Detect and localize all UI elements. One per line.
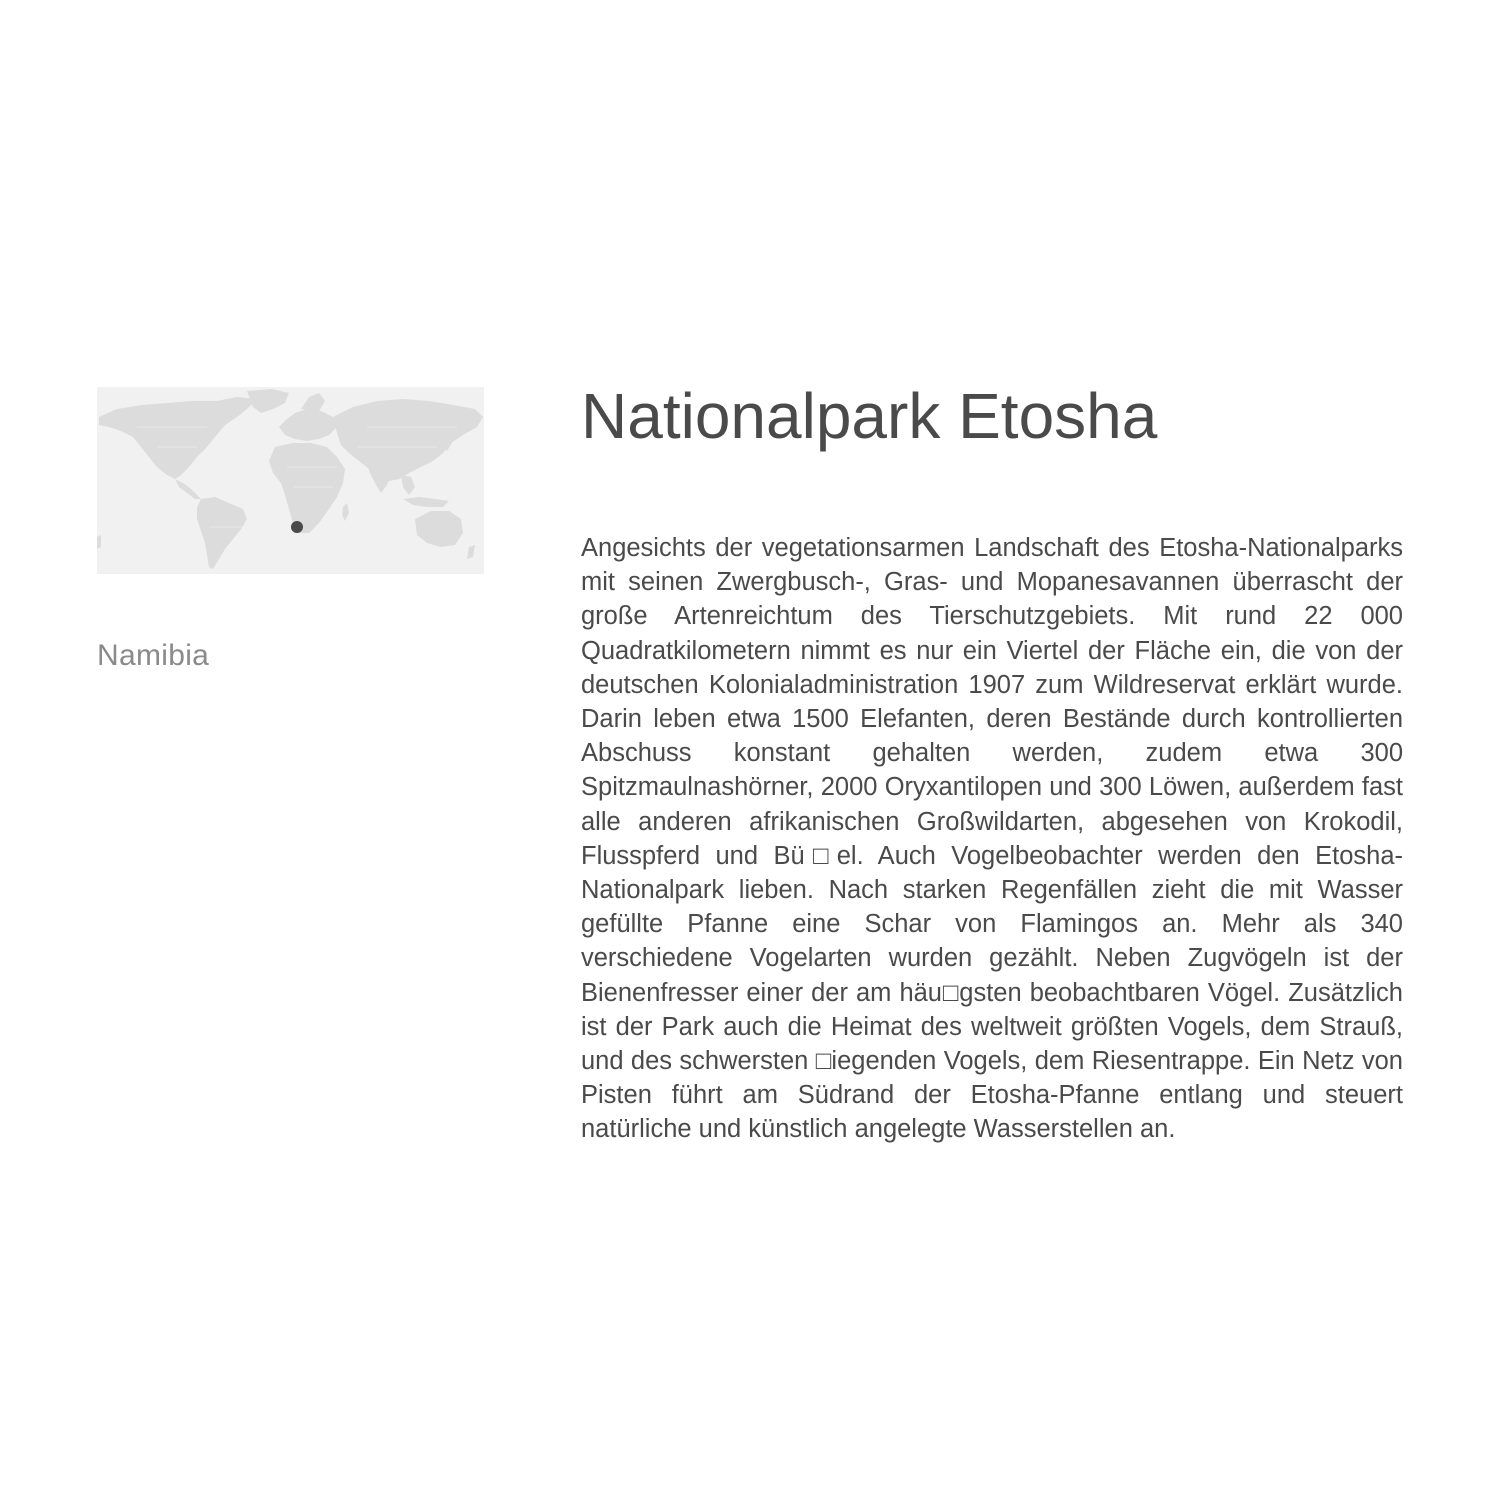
location-dot-icon — [291, 521, 303, 533]
country-label: Namibia — [97, 639, 210, 672]
world-map-icon — [97, 387, 484, 574]
description-paragraph: Angesichts der vegetationsarmen Landschaft des Etosha-Nationalparks mit seinen Zwergbusch-, Gras- und Mopanesavannen überrascht der große Artenreichtum des Tierschutzgebiets. Mit rund 22 000 Quadratkilometern nimmt es nur ein Viertel der Fläche ein, die von der deutschen Kolonialadministration 1907 zum Wildreservat erklärt wurde. Darin leben etwa 1500 Elefanten, deren Bestände durch kontrollierten Abschuss konstant gehalten werden, zudem etwa 300 Spitzmaulnashörner, 2000 Oryxantilopen und 300 Löwen, außerdem fast alle anderen afrikanischen Großwildarten, abgesehen von Krokodil, Flusspferd und Bü□el. Auch Vogelbeobachter werden den Etosha-Nationalpark lieben. Nach starken Regenfällen zieht die mit Wasser gefüllte Pfanne eine Schar von Flamingos an. Mehr als 340 verschiedene Vogelarten wurden gezählt. Neben Zugvögeln ist der Bienenfresser einer der am häu□gsten beobachtbaren Vögel. Zusätzlich ist der Park auch die Heimat des weltweit größten Vogels, dem Strauß, und des schwersten □iegenden Vogels, dem Riesentrappe. Ein Netz von Pisten führt am Südrand der Etosha-Pfanne entlang und steuert natürliche und künstlich angelegte Wasserstellen an. — [581, 534, 1403, 1144]
world-map — [97, 387, 484, 574]
page-title: Nationalpark Etosha — [581, 380, 1158, 452]
